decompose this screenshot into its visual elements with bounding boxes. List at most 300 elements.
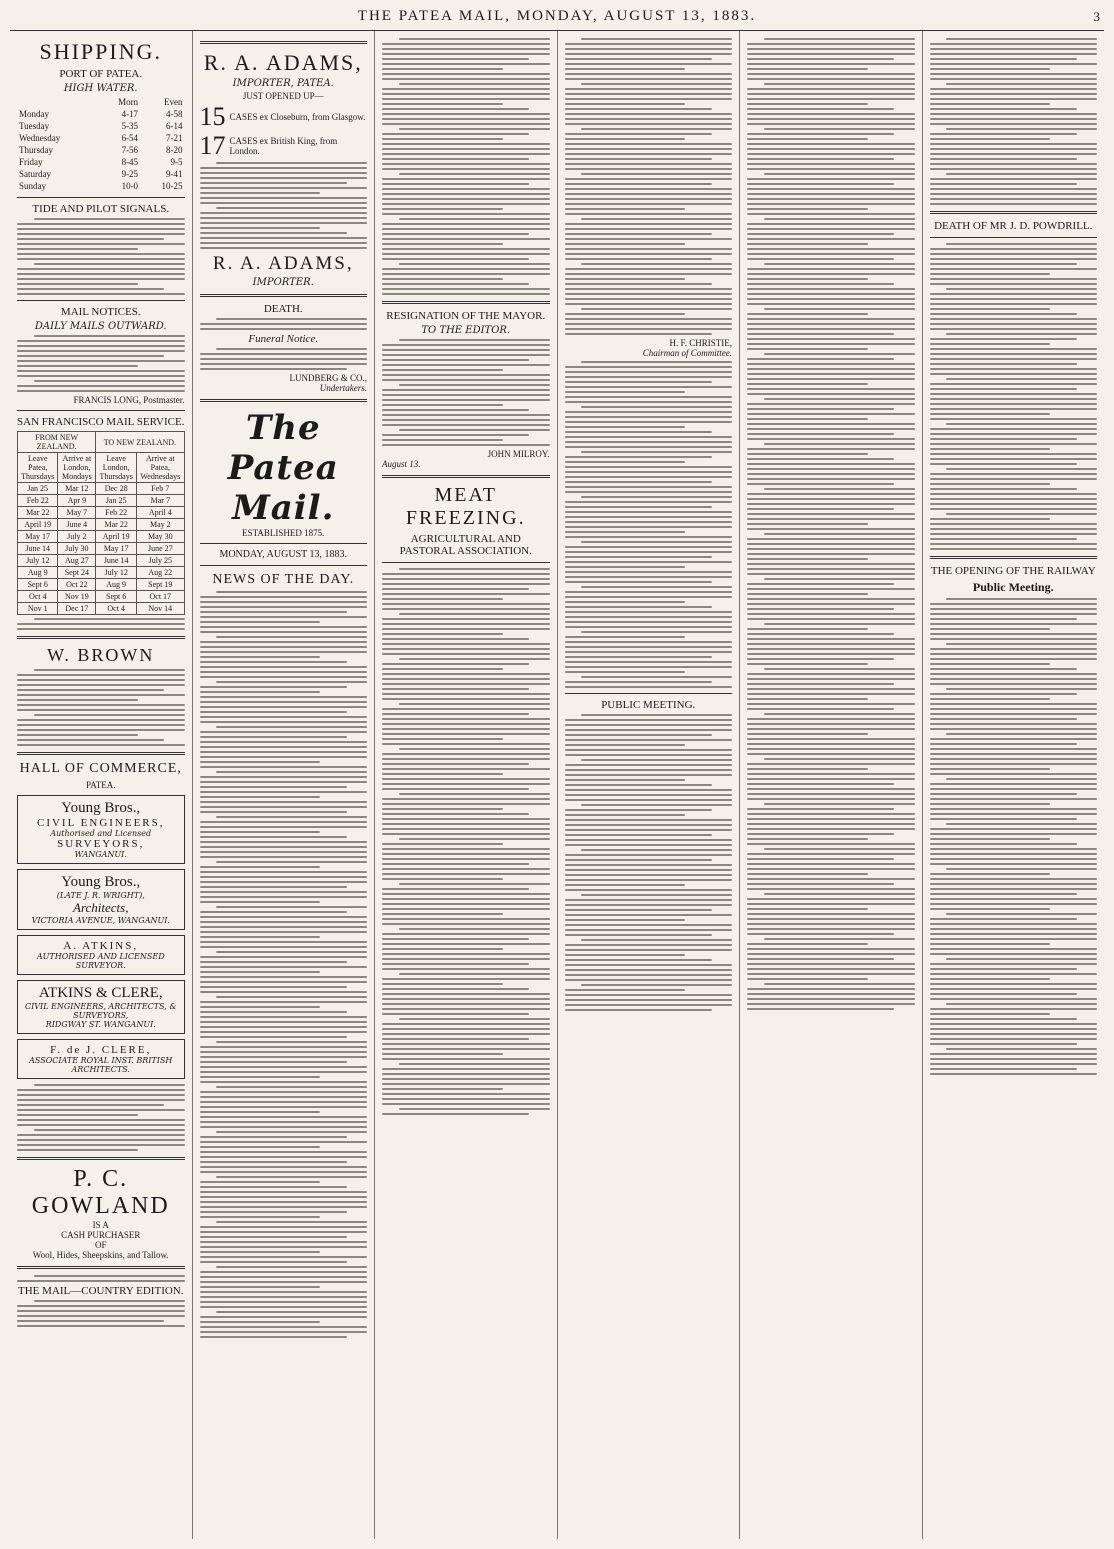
sf-row xyxy=(18,495,185,507)
text-line xyxy=(382,118,550,120)
text-line xyxy=(17,623,185,625)
text-line xyxy=(399,883,550,885)
text-line xyxy=(747,253,915,255)
text-line xyxy=(930,148,1098,150)
text-line xyxy=(747,538,915,540)
text-line xyxy=(747,558,868,560)
text-line xyxy=(382,369,503,371)
text-line xyxy=(565,1009,712,1011)
text-line xyxy=(930,648,1098,650)
text-line xyxy=(382,798,550,800)
text-line xyxy=(382,1008,550,1010)
text-line xyxy=(200,1296,368,1298)
text-line xyxy=(930,348,1098,350)
text-line xyxy=(930,628,1051,630)
adams-subtitle: IMPORTER, PATEA. xyxy=(232,78,334,89)
text-line xyxy=(216,726,367,728)
sf-row xyxy=(18,591,185,603)
text-line xyxy=(565,123,733,125)
text-line xyxy=(581,894,732,896)
meat-freezing-text xyxy=(382,568,550,1115)
text-line xyxy=(382,278,503,280)
text-line xyxy=(17,679,185,681)
text-line xyxy=(930,903,1098,905)
text-line xyxy=(946,128,1097,130)
text-line xyxy=(399,429,550,431)
text-line xyxy=(17,699,138,701)
text-line xyxy=(930,533,1098,535)
text-line xyxy=(382,98,550,100)
text-line xyxy=(200,756,368,758)
text-line xyxy=(930,163,1098,165)
text-line xyxy=(764,398,915,400)
text-line xyxy=(747,203,915,205)
text-line xyxy=(200,641,368,643)
text-line xyxy=(565,511,733,513)
text-line xyxy=(747,588,915,590)
sf-header-cell: Arrive at London, Mondays xyxy=(58,453,96,483)
text-line xyxy=(764,353,915,355)
tide-header-cell xyxy=(17,96,97,108)
text-line xyxy=(382,143,550,145)
text-line xyxy=(930,948,1098,950)
text-line xyxy=(946,288,1097,290)
text-line xyxy=(930,618,1077,620)
text-line xyxy=(930,1073,1098,1075)
text-line xyxy=(747,728,915,730)
text-line xyxy=(946,38,1097,40)
text-line xyxy=(200,1271,368,1273)
text-line xyxy=(216,162,367,164)
text-line xyxy=(382,248,550,250)
text-line xyxy=(17,288,164,290)
text-line xyxy=(200,736,347,738)
text-line xyxy=(565,521,733,523)
text-line xyxy=(200,886,347,888)
text-line xyxy=(747,903,915,905)
text-line xyxy=(747,873,868,875)
text-line xyxy=(200,353,368,355)
text-line xyxy=(565,233,712,235)
text-line xyxy=(200,1256,368,1258)
text-line xyxy=(747,648,915,650)
text-line xyxy=(930,863,1098,865)
text-line xyxy=(17,268,185,270)
text-line xyxy=(382,693,550,695)
text-line xyxy=(399,568,550,570)
text-line xyxy=(200,232,347,234)
text-line xyxy=(382,648,550,650)
text-line xyxy=(382,953,550,955)
text-line xyxy=(565,621,733,623)
text-line xyxy=(382,1073,550,1075)
text-line xyxy=(747,153,915,155)
text-line xyxy=(930,183,1077,185)
lundberg: LUNDBERG & CO., xyxy=(289,373,367,383)
text-line xyxy=(930,323,1098,325)
text-line xyxy=(565,646,733,648)
text-line xyxy=(946,958,1097,960)
text-line xyxy=(200,1276,368,1278)
text-line xyxy=(747,768,868,770)
text-line xyxy=(930,403,1098,405)
text-line xyxy=(747,168,915,170)
text-line xyxy=(747,273,915,275)
text-line xyxy=(565,328,733,330)
text-line xyxy=(382,444,550,446)
text-line xyxy=(764,848,915,850)
text-line xyxy=(382,998,550,1000)
text-line xyxy=(930,63,1098,65)
text-line xyxy=(565,994,733,996)
text-line xyxy=(565,376,733,378)
text-line xyxy=(565,148,733,150)
text-line xyxy=(382,273,550,275)
text-line xyxy=(200,202,368,204)
text-line xyxy=(382,948,503,950)
text-line xyxy=(382,768,550,770)
text-line xyxy=(17,355,164,357)
text-line xyxy=(764,38,915,40)
text-line xyxy=(930,433,1098,435)
text-line xyxy=(382,108,529,110)
text-line xyxy=(747,528,915,530)
text-line xyxy=(747,413,915,415)
text-line xyxy=(216,816,367,818)
text-line xyxy=(17,704,185,706)
text-line xyxy=(200,217,368,219)
text-line xyxy=(930,203,1098,205)
text-line xyxy=(382,1088,503,1090)
text-line xyxy=(930,853,1098,855)
text-line xyxy=(930,93,1098,95)
text-line xyxy=(399,748,550,750)
text-line xyxy=(747,213,915,215)
text-line xyxy=(565,333,712,335)
text-line xyxy=(565,661,733,663)
text-line xyxy=(382,598,503,600)
text-line xyxy=(382,983,503,985)
text-line xyxy=(946,643,1097,645)
text-line xyxy=(930,683,1098,685)
text-line xyxy=(200,1076,321,1078)
text-line xyxy=(565,158,712,160)
text-line xyxy=(200,177,368,179)
text-line xyxy=(34,1275,185,1277)
sf-sub-left: FROM NEW ZEALAND. xyxy=(18,432,96,453)
text-line xyxy=(747,323,915,325)
sf-cell: Aug 27 xyxy=(58,555,96,567)
text-line xyxy=(747,393,915,395)
text-line xyxy=(930,153,1098,155)
text-line xyxy=(747,1003,915,1005)
text-line xyxy=(382,593,550,595)
text-line xyxy=(747,933,894,935)
text-line xyxy=(565,536,733,538)
sf-cell: May 30 xyxy=(137,531,184,543)
sf-cell: Sept 6 xyxy=(18,579,58,591)
text-line xyxy=(747,208,868,210)
text-line xyxy=(565,481,712,483)
text-line xyxy=(565,431,712,433)
text-line xyxy=(747,948,915,950)
pcg-line1: IS A xyxy=(92,1220,109,1230)
sf-row xyxy=(18,507,185,519)
text-line xyxy=(200,911,347,913)
text-line xyxy=(399,973,550,975)
text-line xyxy=(764,263,915,265)
text-line xyxy=(200,182,347,184)
text-line xyxy=(930,458,1098,460)
text-line xyxy=(34,618,185,620)
text-line xyxy=(382,908,550,910)
text-line xyxy=(930,453,1098,455)
text-line xyxy=(747,708,894,710)
text-line xyxy=(382,673,550,675)
text-line xyxy=(382,753,550,755)
text-line xyxy=(565,93,733,95)
text-line xyxy=(930,813,1098,815)
text-line xyxy=(200,926,368,928)
text-line xyxy=(747,878,915,880)
text-line xyxy=(565,571,733,573)
text-line xyxy=(930,753,1098,755)
text-line xyxy=(747,73,915,75)
text-line xyxy=(930,893,1077,895)
text-line xyxy=(382,668,503,670)
text-line xyxy=(382,409,529,411)
text-line xyxy=(200,1241,368,1243)
text-line xyxy=(747,543,915,545)
text-line xyxy=(200,212,368,214)
text-line xyxy=(200,666,368,668)
text-line xyxy=(382,638,529,640)
text-line xyxy=(946,733,1097,735)
tide-header-cell: Even xyxy=(164,97,183,107)
text-line xyxy=(747,368,915,370)
text-line xyxy=(747,703,915,705)
text-line xyxy=(930,78,1098,80)
text-line xyxy=(17,1305,185,1307)
text-line xyxy=(216,636,367,638)
text-line xyxy=(930,783,1098,785)
country-edition-text xyxy=(17,1300,185,1327)
text-line xyxy=(747,908,868,910)
text-line xyxy=(565,421,733,423)
text-line xyxy=(747,468,915,470)
text-line xyxy=(565,323,733,325)
tide-row xyxy=(17,108,185,120)
text-line xyxy=(930,373,1098,375)
sf-cell: Mar 7 xyxy=(137,495,184,507)
text-line xyxy=(382,803,550,805)
sf-row xyxy=(18,519,185,531)
text-line xyxy=(200,821,368,823)
text-line xyxy=(930,428,1098,430)
text-line xyxy=(747,773,915,775)
adams2-subtitle: IMPORTER. xyxy=(252,277,314,288)
text-line xyxy=(382,963,529,965)
text-line xyxy=(17,684,185,686)
text-line xyxy=(930,698,1051,700)
text-line xyxy=(200,916,368,918)
text-line xyxy=(200,1186,347,1188)
text-line xyxy=(565,839,733,841)
text-line xyxy=(382,763,529,765)
text-line xyxy=(565,203,733,205)
text-line xyxy=(565,626,733,628)
sf-row xyxy=(18,579,185,591)
text-line xyxy=(565,724,733,726)
text-line xyxy=(200,1326,368,1328)
text-line xyxy=(216,318,367,320)
text-line xyxy=(747,193,915,195)
text-line xyxy=(200,866,321,868)
text-line xyxy=(747,738,915,740)
text-line xyxy=(747,928,915,930)
text-line xyxy=(200,656,321,658)
text-line xyxy=(930,1043,1077,1045)
text-line xyxy=(930,268,1098,270)
meat-heading: MEAT FREEZING. xyxy=(405,484,526,529)
christie-name: H. F. CHRISTIE, xyxy=(669,338,732,348)
text-line xyxy=(382,938,529,940)
text-line xyxy=(17,1104,164,1106)
text-line xyxy=(747,518,915,520)
text-line xyxy=(216,348,367,350)
text-line xyxy=(565,298,733,300)
text-line xyxy=(565,476,733,478)
text-line xyxy=(382,1058,550,1060)
text-line xyxy=(747,823,915,825)
text-line xyxy=(399,218,550,220)
sf-cell: Oct 4 xyxy=(18,591,58,603)
text-line xyxy=(747,403,915,405)
text-line xyxy=(930,493,1098,495)
text-line xyxy=(200,1081,368,1083)
text-line xyxy=(581,451,732,453)
text-line xyxy=(747,93,915,95)
text-line xyxy=(747,593,868,595)
text-line xyxy=(930,708,1098,710)
text-line xyxy=(747,278,868,280)
text-line xyxy=(200,991,368,993)
text-line xyxy=(747,238,915,240)
text-line xyxy=(747,473,915,475)
text-line xyxy=(930,923,1098,925)
text-line xyxy=(747,163,915,165)
tide-cell: 7-56 xyxy=(121,145,139,155)
text-line xyxy=(216,1176,367,1178)
text-line xyxy=(17,734,138,736)
text-line xyxy=(200,601,368,603)
text-line xyxy=(930,933,1098,935)
public-meeting-text xyxy=(565,714,733,1011)
text-line xyxy=(930,978,1051,980)
text-line xyxy=(17,1325,185,1327)
text-line xyxy=(216,207,367,209)
hall-place: PATEA. xyxy=(86,780,116,790)
text-line xyxy=(382,183,529,185)
text-line xyxy=(747,968,915,970)
brown-heading: W. BROWN xyxy=(47,645,155,665)
text-line xyxy=(200,651,368,653)
text-line xyxy=(930,1038,1098,1040)
text-line xyxy=(200,701,368,703)
text-line xyxy=(565,651,733,653)
text-line xyxy=(930,353,1098,355)
sf-cell: Feb 22 xyxy=(96,507,137,519)
text-line xyxy=(17,1280,185,1282)
text-line xyxy=(382,78,550,80)
text-line xyxy=(200,721,368,723)
text-line xyxy=(930,848,1098,850)
text-line xyxy=(930,658,1098,660)
text-line xyxy=(382,843,503,845)
text-line xyxy=(382,868,550,870)
sf-cell: Dec 28 xyxy=(96,483,137,495)
text-line xyxy=(747,698,868,700)
text-line xyxy=(930,88,1098,90)
tide-row xyxy=(17,144,185,156)
text-line xyxy=(565,43,733,45)
text-line xyxy=(930,328,1098,330)
text-line xyxy=(382,434,529,436)
text-line xyxy=(565,789,733,791)
text-line xyxy=(17,238,164,240)
text-line xyxy=(565,969,733,971)
text-line xyxy=(382,424,550,426)
text-line xyxy=(565,401,733,403)
young1-title: Young Bros., xyxy=(61,800,141,816)
sf-cell: July 25 xyxy=(137,555,184,567)
pcg-line2: CASH PURCHASER xyxy=(61,1230,141,1240)
undertakers: Undertakers. xyxy=(319,383,367,393)
text-line xyxy=(747,888,915,890)
text-line xyxy=(764,668,915,670)
text-line xyxy=(382,1013,529,1015)
text-line xyxy=(200,1026,368,1028)
text-line xyxy=(747,883,894,885)
text-line xyxy=(930,798,1098,800)
column-3 xyxy=(375,31,558,1539)
text-line xyxy=(565,809,712,811)
young1-place: WANGANUI. xyxy=(74,850,127,859)
text-line xyxy=(565,834,712,836)
text-line xyxy=(747,458,894,460)
text-line xyxy=(930,788,1098,790)
text-line xyxy=(747,783,894,785)
tide-signals-text xyxy=(17,218,185,295)
mail-notices-text xyxy=(17,335,185,392)
adams2-title: R. A. ADAMS, xyxy=(212,253,354,274)
text-line xyxy=(200,247,368,249)
text-line xyxy=(747,243,868,245)
text-line xyxy=(382,158,529,160)
text-line xyxy=(17,283,138,285)
text-line xyxy=(930,928,1098,930)
text-line xyxy=(565,641,733,643)
text-line xyxy=(382,203,550,205)
text-line xyxy=(747,1008,894,1010)
text-line xyxy=(747,918,915,920)
sf-cell: Nov 14 xyxy=(137,603,184,615)
text-line xyxy=(930,888,1098,890)
tide-row xyxy=(17,120,185,132)
text-line xyxy=(747,223,915,225)
text-line xyxy=(17,739,164,741)
text-line xyxy=(747,643,915,645)
